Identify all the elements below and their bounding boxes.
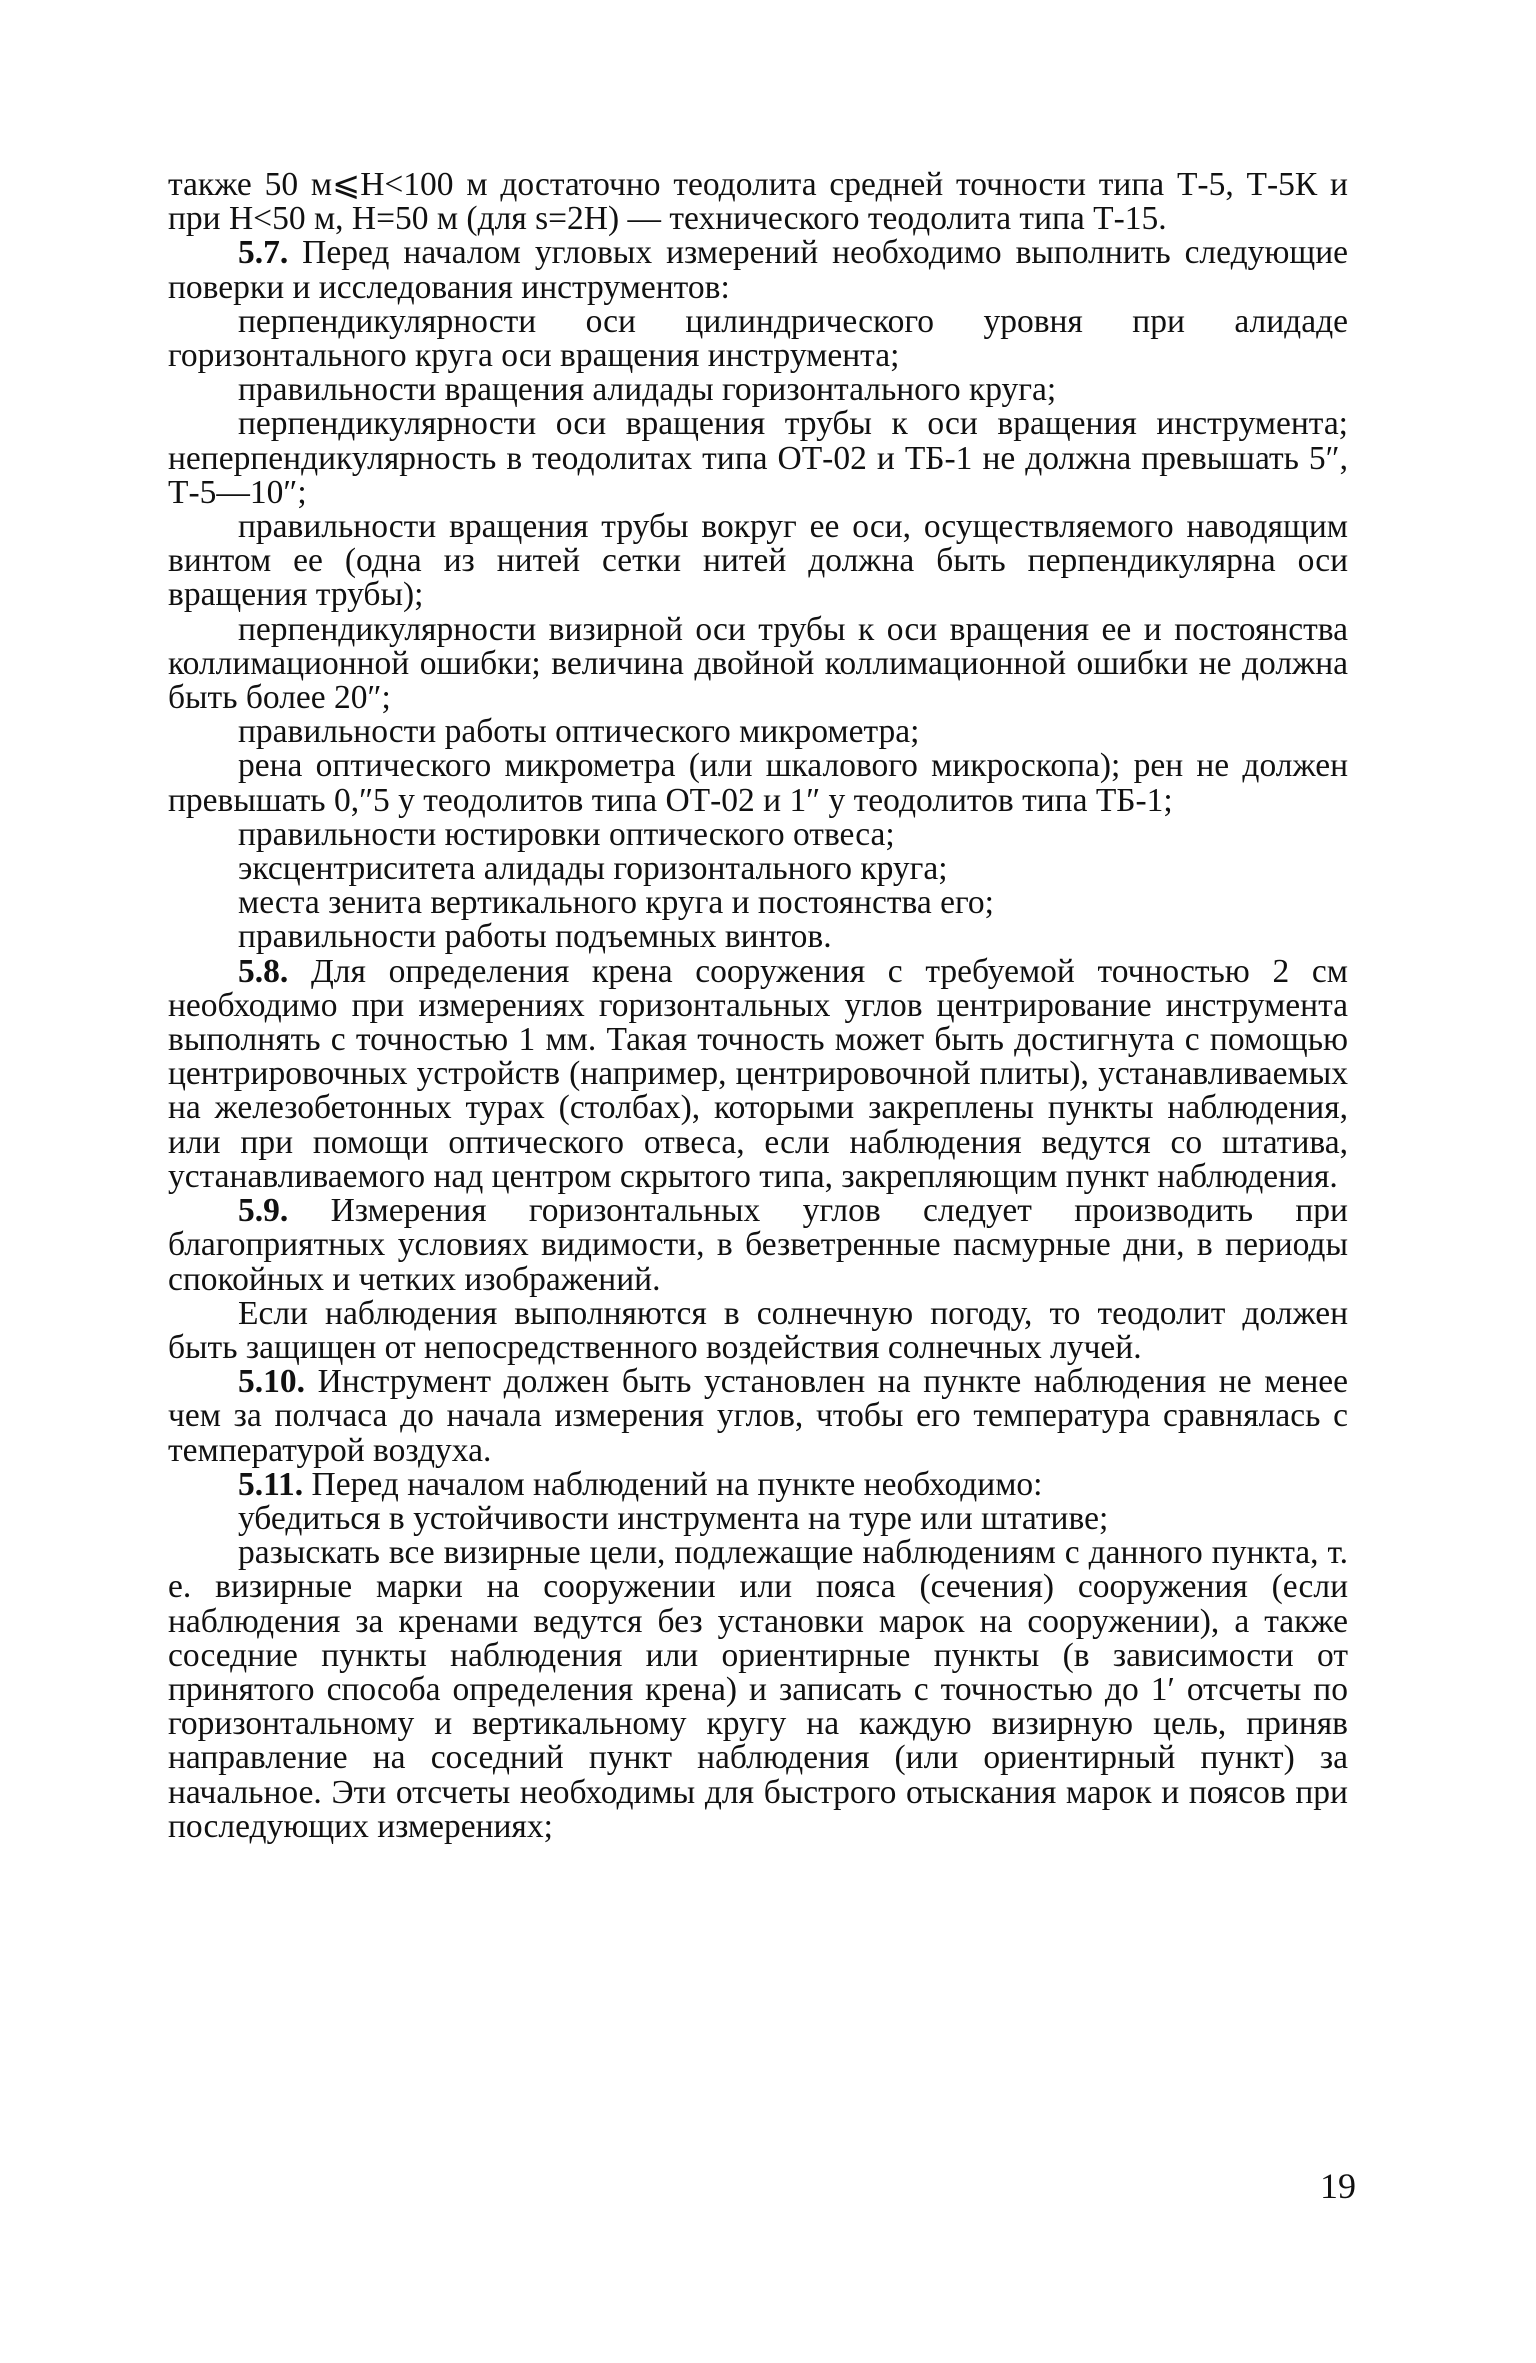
paragraph	[168, 920, 1348, 954]
paragraph	[168, 1294, 1348, 1366]
paragraph	[168, 1499, 1348, 1537]
paragraph-text: Если наблюдения выполняются в солнечную погоду, то теодолит должен быть защищен от непосредственного воздействия солнечных лучей.	[168, 1294, 1348, 1366]
document-body	[168, 168, 1348, 1844]
paragraph-text: разыскать все визирные цели, подлежащие наблюдениям с данного пункта, т. е. визирные марки на сооружении или пояса (сечения) сооружения (если наблюдения за кренами ведутся без установки марок на сооружении), а также соседние пункты наблюдения или ориентирные пункты (в зависимости от принятого способа определения крена) и записать с точностью до 1′ отсчеты по горизонтальному и вертикальному кругу на каждую визирную цель, приняв направление на соседний пункт наблюдения (или ориентирный пункт) за начальное. Эти отсчеты необходимы для быстрого отыскания марок и поясов при последующих измерениях;	[168, 1534, 1348, 1845]
paragraph-text: рена оптического микрометра (или шкалового микроскопа); рен не должен превышать 0,″5 у теодолитов типа ОТ-02 и 1″ у теодолитов типа ТБ-1;	[168, 747, 1348, 819]
paragraph	[168, 1365, 1348, 1468]
paragraph	[168, 715, 1348, 749]
paragraph-text: убедиться в устойчивости инструмента на туре или штативе;	[238, 1499, 1109, 1537]
paragraph	[168, 373, 1348, 407]
section-number: 5.11.	[238, 1465, 304, 1503]
paragraph	[168, 610, 1348, 717]
paragraph	[168, 407, 1348, 510]
paragraph-text: Для определения крена сооружения с требуемой точностью 2 см необходимо при измерениях горизонтальных углов центрирование инструмента выполнять с точностью 1 мм. Такая точность может быть достигнута с помощью центрировочных устройств (например, центрировочной плиты), устанавливаемых на железобетонных турах (столбах), которыми закреплены пункты наблюдения, или при помощи оптического отвеса, если наблюдения ведутся со штатива, устанавливаемого над центром скрытого типа, закрепляющим пункт наблюдения.	[168, 952, 1348, 1195]
section-number: 5.7.	[238, 234, 289, 272]
paragraph	[168, 168, 1348, 236]
paragraph	[168, 302, 1348, 375]
paragraph-text: Инструмент должен быть установлен на пункте наблюдения не менее чем за полчаса до начала измерения углов, чтобы его температура сравнялась с температурой воздуха.	[168, 1363, 1348, 1469]
paragraph-text: правильности вращения трубы вокруг ее оси, осуществляемого наводящим винтом ее (одна из нитей сетки нитей должна быть перпендикулярна оси вращения трубы);	[168, 508, 1348, 614]
paragraph-text: перпендикулярности оси цилиндрического уровня при алидаде горизонтального круга оси вращения инструмента;	[168, 302, 1348, 375]
paragraph-text: Измерения горизонтальных углов следует производить при благоприятных условиях видимости, в безветренные пасмурные дни, в периоды спокойных и четких изображений.	[168, 1192, 1348, 1298]
section-number: 5.9.	[238, 1192, 289, 1230]
paragraph-text: правильности работы подъемных винтов.	[238, 918, 832, 956]
paragraph-text: правильности вращения алидады горизонтального круга;	[238, 371, 1057, 409]
paragraph	[168, 1194, 1348, 1297]
paragraph-text: правильности работы оптического микрометра;	[238, 713, 920, 751]
section-number: 5.10.	[238, 1363, 305, 1401]
paragraph	[168, 236, 1348, 304]
paragraph-text: перпендикулярности оси вращения трубы к оси вращения инструмента; неперпендикулярность в теодолитах типа ОТ-02 и ТБ-1 не должна превышать 5″, Т-5—10″;	[168, 405, 1348, 511]
paragraph	[168, 1465, 1348, 1503]
paragraph	[168, 815, 1348, 853]
paragraph-text: также 50 м⩽H<100 м достаточно теодолита средней точности типа Т-5, Т-5К и при H<50 м, H=50 м (для s=2H) — технического теодолита типа Т-15.	[168, 166, 1348, 238]
paragraph-text: эксцентриситета алидады горизонтального круга;	[238, 850, 948, 888]
page-number: 19	[1320, 2166, 1356, 2206]
paragraph	[168, 510, 1348, 613]
paragraph-text: места зенита вертикального круга и постоянства его;	[238, 884, 994, 922]
paragraph	[168, 1536, 1348, 1844]
paragraph-text: Перед началом наблюдений на пункте необходимо:	[303, 1465, 1043, 1503]
paragraph	[168, 886, 1348, 920]
paragraph-text: Перед началом угловых измерений необходимо выполнить следующие поверки и исследования инструментов:	[168, 234, 1348, 306]
paragraph	[168, 749, 1348, 817]
paragraph	[168, 852, 1348, 886]
paragraph-text: перпендикулярности визирной оси трубы к оси вращения ее и постоянства коллимационной ошибки; величина двойной коллимационной ошибки не должна быть более 20″;	[168, 610, 1348, 717]
paragraph	[168, 952, 1348, 1195]
paragraph-text: правильности юстировки оптического отвеса;	[238, 815, 895, 853]
section-number: 5.8.	[238, 952, 289, 990]
